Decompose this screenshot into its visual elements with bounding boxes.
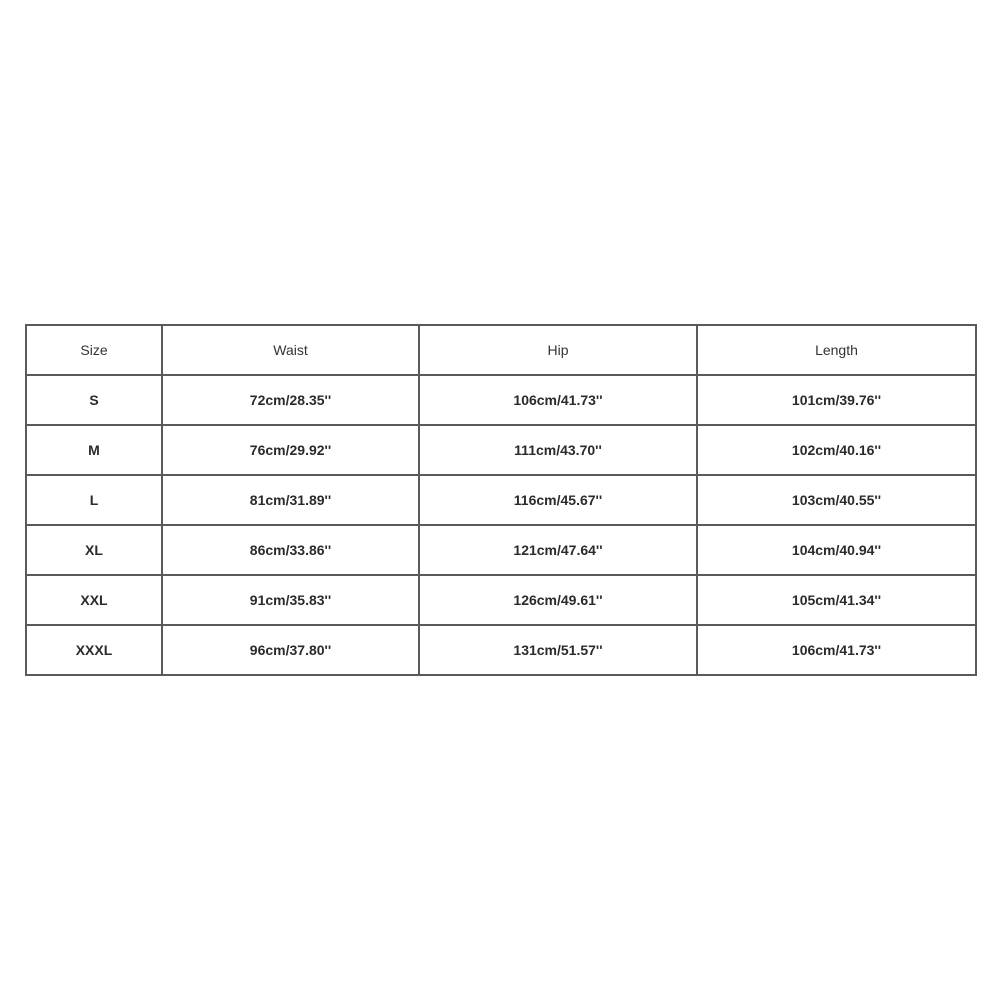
header-waist: Waist <box>162 325 419 375</box>
cell-waist: 91cm/35.83'' <box>162 575 419 625</box>
cell-length: 102cm/40.16'' <box>697 425 976 475</box>
cell-length: 103cm/40.55'' <box>697 475 976 525</box>
cell-waist: 81cm/31.89'' <box>162 475 419 525</box>
cell-waist: 76cm/29.92'' <box>162 425 419 475</box>
cell-hip: 126cm/49.61'' <box>419 575 697 625</box>
cell-hip: 106cm/41.73'' <box>419 375 697 425</box>
cell-length: 104cm/40.94'' <box>697 525 976 575</box>
table-row <box>26 525 976 575</box>
table-header-row <box>26 325 976 375</box>
cell-waist: 72cm/28.35'' <box>162 375 419 425</box>
table-row <box>26 625 976 675</box>
size-chart-table <box>25 324 977 676</box>
header-size: Size <box>26 325 162 375</box>
cell-length: 105cm/41.34'' <box>697 575 976 625</box>
cell-length: 101cm/39.76'' <box>697 375 976 425</box>
header-length: Length <box>697 325 976 375</box>
cell-hip: 111cm/43.70'' <box>419 425 697 475</box>
cell-size: S <box>26 375 162 425</box>
cell-size: M <box>26 425 162 475</box>
cell-size: XXL <box>26 575 162 625</box>
table-row <box>26 425 976 475</box>
cell-hip: 121cm/47.64'' <box>419 525 697 575</box>
header-hip: Hip <box>419 325 697 375</box>
table-row <box>26 575 976 625</box>
cell-length: 106cm/41.73'' <box>697 625 976 675</box>
cell-waist: 96cm/37.80'' <box>162 625 419 675</box>
cell-size: XL <box>26 525 162 575</box>
table-row <box>26 475 976 525</box>
cell-waist: 86cm/33.86'' <box>162 525 419 575</box>
cell-size: XXXL <box>26 625 162 675</box>
cell-hip: 116cm/45.67'' <box>419 475 697 525</box>
cell-hip: 131cm/51.57'' <box>419 625 697 675</box>
cell-size: L <box>26 475 162 525</box>
table-row <box>26 375 976 425</box>
